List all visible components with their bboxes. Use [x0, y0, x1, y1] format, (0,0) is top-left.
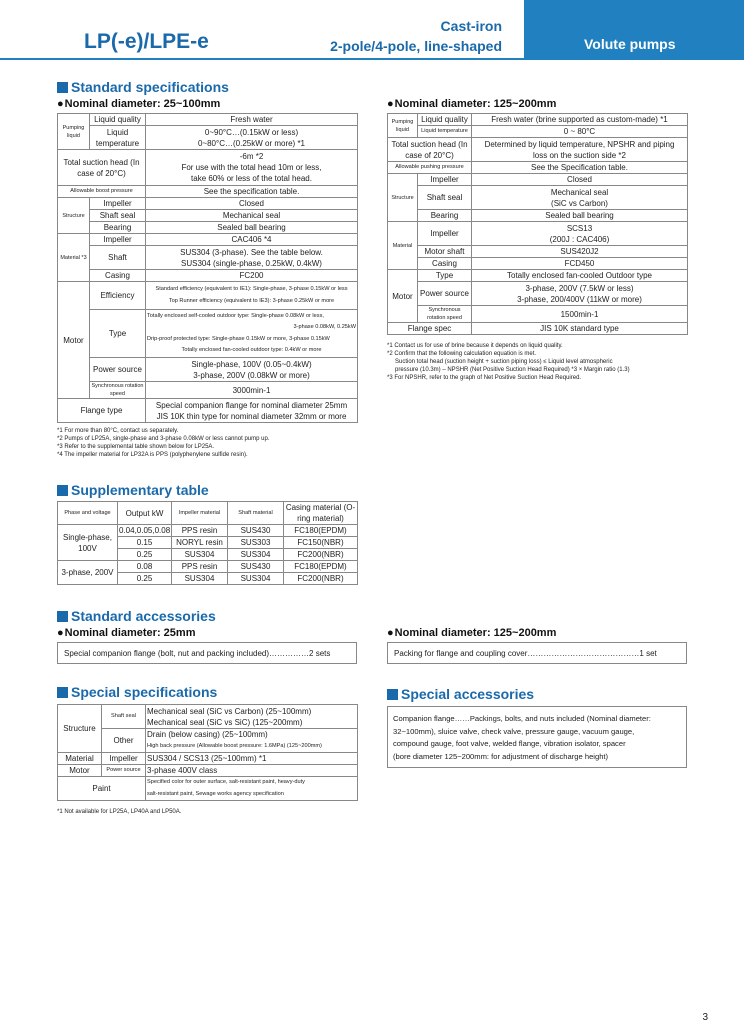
cell: FC150(NBR)	[284, 537, 358, 549]
cell: SUS304	[172, 573, 228, 585]
left-spec-notes	[57, 427, 269, 459]
table-row	[388, 114, 688, 126]
cell: Structure	[58, 198, 90, 234]
cell: SUS304	[228, 549, 284, 561]
line: -6m *2	[239, 152, 264, 161]
cell: Shaft seal	[418, 186, 472, 210]
note: *2 Pumps of LP25A, single-phase and 3-phase 0.08kW or less cannot pump up.	[57, 436, 270, 442]
header-rule	[0, 58, 524, 60]
table-row	[58, 126, 358, 150]
subtitle-line-1: Cast-iron	[440, 18, 502, 34]
table-row	[58, 765, 358, 777]
cell: 0.25	[118, 549, 172, 561]
column-header: Impeller material	[172, 502, 228, 525]
line: Mechanical seal (SiC vs SiC) (125~200mm)	[147, 717, 303, 727]
cell: Mechanical seal	[146, 210, 358, 222]
section-title-standard-specs: Standard specifications	[57, 79, 229, 95]
table-row	[388, 186, 688, 210]
cell: Motor shaft	[418, 246, 472, 258]
cell: SUS420J2	[472, 246, 688, 258]
cell: Paint	[58, 777, 146, 801]
table-row	[388, 138, 688, 162]
line: SUS304 (3-phase). See the table below.	[180, 247, 323, 257]
cell: FC200(NBR)	[284, 573, 358, 585]
cell	[146, 777, 358, 801]
note: *2 Confirm that the following calculation equation is met.	[387, 351, 537, 357]
cell: Fresh water	[146, 114, 358, 126]
cell: Type	[418, 270, 472, 282]
table-row	[58, 222, 358, 234]
cell: Shaft	[90, 246, 146, 270]
nominal-left: ● Nominal diameter: 25~100mm	[57, 98, 220, 110]
table-row	[58, 186, 358, 198]
column-header: Output kW	[118, 502, 172, 525]
page-header	[0, 0, 744, 60]
cell: Impeller	[102, 753, 146, 765]
table-row	[58, 729, 358, 753]
cell: 1500min-1	[472, 306, 688, 323]
line: 3-phase, 200/400V (11kW or more)	[517, 294, 642, 304]
table-header-row	[58, 502, 358, 525]
cell: Impeller	[418, 174, 472, 186]
table-row	[58, 399, 358, 423]
table-row	[58, 210, 358, 222]
line: SCS13	[566, 223, 593, 233]
cell: 0.08	[118, 561, 172, 573]
cell: 0.04,0.05,0.08	[119, 526, 171, 535]
cell: Bearing	[418, 210, 472, 222]
line: 3-phase, 200V (0.08kW or more)	[193, 370, 310, 380]
line: take 60% or less of the total head.	[191, 174, 312, 183]
table-row	[388, 222, 688, 246]
column-header: Casing material (O-ring material)	[284, 502, 358, 525]
cell: Material	[58, 753, 102, 765]
cell	[146, 150, 358, 186]
line: Mechanical seal (SiC vs Carbon) (25~100mm)	[147, 706, 312, 716]
cell: Power source	[90, 358, 146, 382]
cell	[146, 126, 358, 150]
note: Suction total head (suction height + suction piping loss) ≤ Liquid level atmospheric	[395, 359, 613, 365]
category-label: Volute pumps	[584, 36, 676, 52]
note: *4 The impeller material for LP32A is PPS (polyphenylene sulfide resin).	[57, 452, 248, 458]
cell: Motor	[58, 765, 102, 777]
table-row	[58, 753, 358, 765]
cell: SUS304	[172, 549, 228, 561]
note: *3 Refer to the supplemental table shown below for LP25A.	[57, 444, 215, 450]
cell	[472, 282, 688, 306]
cell: Fresh water (brine supported as custom-made) *1	[472, 114, 688, 126]
line: Single-phase, 100V (0.05~0.4kW)	[191, 359, 312, 369]
cell	[146, 729, 358, 753]
cell: Synchronous rotation speed	[418, 306, 472, 323]
table-row	[58, 150, 358, 186]
cell: Material	[388, 222, 418, 270]
cell: Single-phase, 100V	[58, 525, 118, 561]
cell: Impeller	[90, 234, 146, 246]
cell: Power source	[102, 765, 146, 777]
line: Companion flange……Packings, bolts, and nuts included (Nominal diameter:	[393, 714, 651, 723]
line: 3-phase, 200V (7.5kW or less)	[525, 283, 634, 293]
cell: Impeller	[418, 222, 472, 246]
subtitle-line-2: 2-pole/4-pole, line-shaped	[330, 38, 502, 54]
cell	[472, 186, 688, 210]
cell: FC180(EPDM)	[284, 561, 358, 573]
line: For use with the total head 10m or less,	[181, 163, 322, 172]
cell	[146, 246, 358, 270]
cell	[472, 222, 688, 246]
cell: Other	[102, 729, 146, 753]
cell: See the specification table.	[146, 186, 358, 198]
line: SUS304 (single-phase, 0.25kW, 0.4kW)	[181, 258, 322, 268]
cell: JIS 10K standard type	[472, 323, 688, 335]
cell: Total suction head (In case of 20°C)	[388, 138, 472, 162]
cell: Closed	[472, 174, 688, 186]
table-row	[388, 323, 688, 335]
table-row	[58, 358, 358, 382]
line: (200J : CAC406)	[549, 234, 610, 244]
table-row	[58, 777, 358, 801]
note: *1 For more than 80°C, contact us separately.	[57, 428, 179, 434]
table-row	[388, 174, 688, 186]
note: pressure (10.3m) – NPSHR (Net Positive Suction Head Required) *3 × Margin ratio (1.3)	[395, 367, 630, 373]
section-title-supplementary: Supplementary table	[57, 482, 209, 498]
cell: FC200	[146, 270, 358, 282]
cell: 3-phase 400V class	[146, 765, 358, 777]
note: *1 Contact us for use of brine because it depends on liquid quality.	[387, 343, 563, 349]
standard-accessory-box-left	[57, 642, 357, 664]
table-row	[58, 198, 358, 210]
special-accessories-box	[387, 706, 687, 768]
table-row	[58, 246, 358, 270]
accessory-text: Packing for flange and coupling cover……………………………………1 set	[394, 649, 657, 658]
cell: CAC406 *4	[146, 234, 358, 246]
line: Drip-proof protected type: Single-phase 0.15kW or more, 3-phase 0.15kW	[147, 335, 330, 342]
line: Standard efficiency (equivalent to IE1): Single-phase, 3-phase 0.15kW or less	[155, 286, 348, 292]
section-title-special-accessories: Special accessories	[387, 686, 534, 702]
line: Totally enclosed self-cooled outdoor type: Single-phase 0.08kW or less,	[147, 312, 324, 319]
category-banner	[524, 0, 744, 60]
product-subtitle	[330, 16, 502, 56]
nominal-right: ● Nominal diameter: 125~200mm	[387, 98, 556, 110]
cell: Shaft seal	[102, 705, 146, 729]
cell: Liquid quality	[90, 114, 146, 126]
line: Totally enclosed fan-cooled outdoor type: 0.4kW or more	[181, 347, 322, 353]
cell: Sealed ball bearing	[146, 222, 358, 234]
cell: SUS430	[228, 525, 284, 537]
line: Specified color for outer surface, salt-resistant paint, heavy-duty	[147, 779, 305, 785]
table-row	[58, 382, 358, 399]
cell: Motor	[58, 282, 90, 399]
product-title: LP(-e)/LPE-e	[84, 30, 209, 53]
line: 0~80°C…(0.25kW or more) *1	[197, 138, 305, 148]
cell: Material *3	[58, 234, 90, 282]
cell: Totally enclosed fan-cooled Outdoor type	[472, 270, 688, 282]
cell: Pumping liquid	[388, 114, 418, 138]
cell: SUS304	[228, 573, 284, 585]
table-row	[388, 246, 688, 258]
cell: Liquid temperature	[90, 126, 146, 150]
acc-nominal-left: ● Nominal diameter: 25mm	[57, 627, 195, 639]
line: (SiC vs Carbon)	[551, 198, 608, 208]
cell: 0.25	[118, 573, 172, 585]
cell: Structure	[388, 174, 418, 222]
table-row	[388, 126, 688, 138]
cell: Flange spec	[388, 323, 472, 335]
cell: Total suction head (In case of 20°C)	[58, 150, 146, 186]
special-spec-note: *1 Not available for LP25A, LP40A and LP50A.	[57, 809, 182, 815]
page-number: 3	[702, 1012, 708, 1023]
accessory-text: Special companion flange (bolt, nut and packing included)……………2 sets	[64, 649, 331, 658]
line: 3-phase 0.08kW, 0.25kW	[293, 324, 356, 330]
line: 0~90°C…(0.15kW or less)	[204, 127, 299, 137]
table-row	[58, 310, 358, 358]
table-row	[388, 270, 688, 282]
cell: Liquid quality	[418, 114, 472, 126]
cell: SUS303	[228, 537, 284, 549]
line: Mechanical seal	[550, 187, 609, 197]
cell: 3000min-1	[146, 382, 358, 399]
special-spec-table	[57, 704, 358, 801]
section-title-special-specs: Special specifications	[57, 684, 217, 700]
cell: Sealed ball bearing	[472, 210, 688, 222]
cell: Liquid temperature	[418, 126, 472, 138]
cell: Casing	[90, 270, 146, 282]
cell: Shaft seal	[90, 210, 146, 222]
cell: FC180(EPDM)	[284, 525, 358, 537]
right-spec-notes	[387, 342, 630, 382]
cell: FC200(NBR)	[284, 549, 358, 561]
line: Determined by liquid temperature, NPSHR and piping	[484, 139, 675, 149]
table-row	[58, 114, 358, 126]
table-row	[388, 306, 688, 323]
cell: Bearing	[90, 222, 146, 234]
table-row	[388, 162, 688, 174]
line: Top Runner efficiency (equivalent to IE3): 3-phase 0.25kW or more	[168, 297, 335, 304]
line: salt-resistant paint, Sewage works agency specification	[147, 790, 284, 797]
cell: 0 ~ 80°C	[472, 126, 688, 138]
cell: Flange type	[58, 399, 146, 423]
cell: Allowable pushing pressure	[388, 162, 472, 174]
cell: Synchronous rotation speed	[90, 382, 146, 399]
line: High back pressure (Allowable boost pressure: 1.6MPa) (125~200mm)	[147, 743, 322, 749]
cell	[146, 282, 358, 310]
special-accessories-text	[393, 713, 651, 763]
standard-accessory-box-right	[387, 642, 687, 664]
supplementary-table	[57, 501, 358, 585]
cell: PPS resin	[172, 525, 228, 537]
cell: Casing	[418, 258, 472, 270]
cell: Impeller	[90, 198, 146, 210]
standard-spec-table-left	[57, 113, 358, 423]
cell: FCD450	[472, 258, 688, 270]
cell: Allowable boost pressure	[58, 186, 146, 198]
table-row	[388, 258, 688, 270]
table-row	[58, 234, 358, 246]
cell: Efficiency	[90, 282, 146, 310]
cell: 3-phase, 200V	[58, 561, 118, 585]
table-row	[388, 210, 688, 222]
column-header: Phase and voltage	[58, 502, 118, 525]
line: JIS 10K thin type for nominal diameter 32mm or more	[156, 411, 347, 421]
line: Drain (below casing) (25~100mm)	[147, 730, 268, 739]
standard-spec-table-right	[387, 113, 688, 335]
table-row	[58, 705, 358, 729]
column-header: Shaft material	[228, 502, 284, 525]
cell: PPS resin	[172, 561, 228, 573]
line: compound gauge, foot valve, welded flange, vibration isolator, spacer	[393, 739, 626, 748]
note: *3 For NPSHR, refer to the graph of Net Positive Suction Head Required.	[387, 375, 582, 381]
cell	[146, 399, 358, 423]
table-row	[58, 270, 358, 282]
cell: See the Specification table.	[472, 162, 688, 174]
cell: Type	[90, 310, 146, 358]
cell: Closed	[146, 198, 358, 210]
cell	[146, 358, 358, 382]
cell: NORYL resin	[172, 537, 228, 549]
table-row	[58, 525, 358, 537]
table-row	[58, 561, 358, 573]
acc-nominal-right: ● Nominal diameter: 125~200mm	[387, 627, 556, 639]
cell: Motor	[388, 270, 418, 323]
cell: Pumping liquid	[58, 114, 90, 150]
cell: SUS430	[228, 561, 284, 573]
line: (bore diameter 125~200mm: for adjustment of discharge height)	[393, 751, 609, 761]
cell	[472, 138, 688, 162]
cell: Structure	[58, 705, 102, 753]
line: Special companion flange for nominal diameter 25mm	[155, 400, 348, 410]
cell: Power source	[418, 282, 472, 306]
table-row	[58, 282, 358, 310]
cell: SUS304 / SCS13 (25~100mm) *1	[146, 753, 358, 765]
line: loss on the suction side *2	[533, 150, 626, 160]
line: 32~100mm), sluice valve, check valve, pressure gauge, vacuum gauge,	[393, 726, 635, 736]
cell	[146, 310, 358, 358]
table-row	[388, 282, 688, 306]
cell	[146, 705, 358, 729]
cell: 0.15	[118, 537, 172, 549]
section-title-standard-accessories: Standard accessories	[57, 608, 216, 624]
